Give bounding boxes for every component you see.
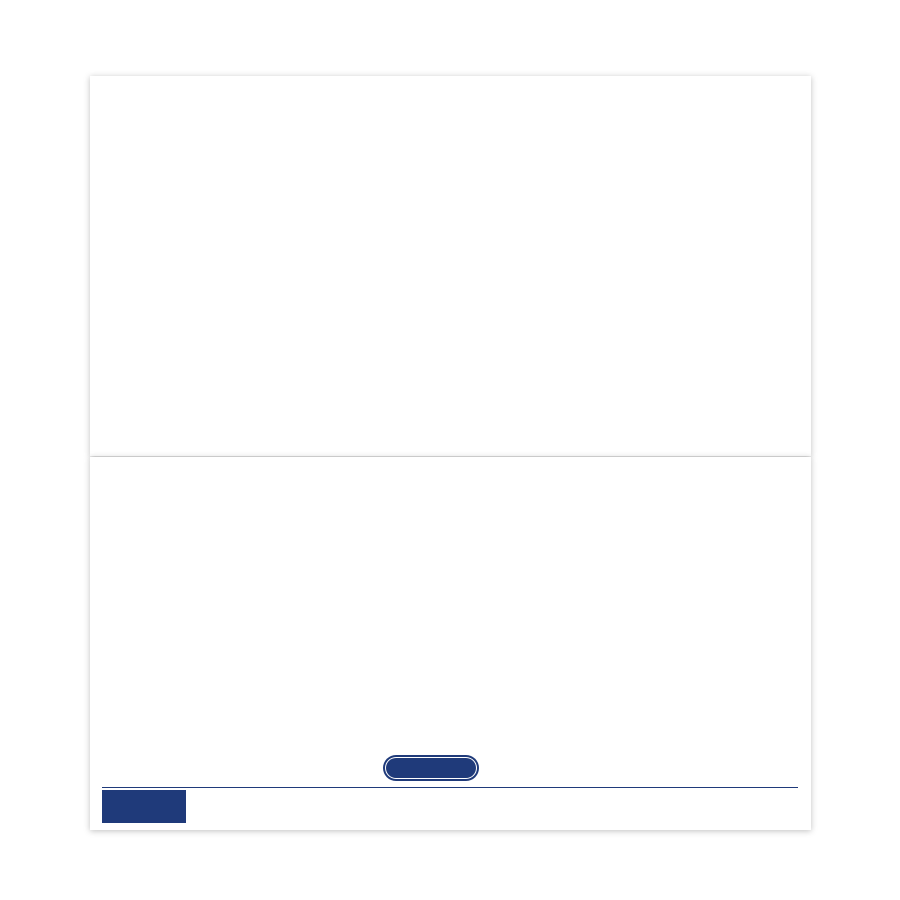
kerugma-logo: [385, 757, 477, 779]
bottom-rule: [102, 787, 798, 788]
week-box: [102, 790, 186, 823]
bottom-page: [90, 457, 811, 830]
top-page: [90, 76, 811, 456]
